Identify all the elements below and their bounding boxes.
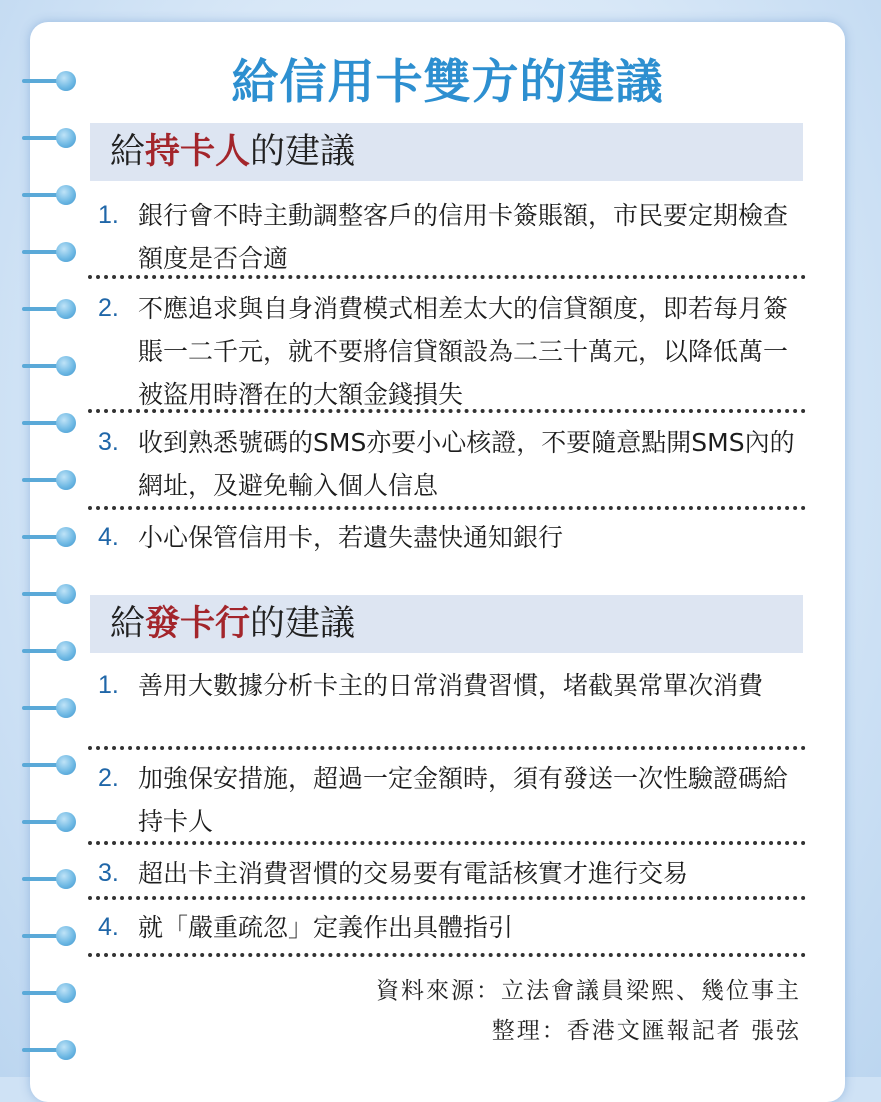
item-number: 3.: [98, 859, 119, 887]
dotted-divider: [88, 409, 806, 413]
dotted-divider: [88, 953, 806, 957]
dotted-divider: [88, 275, 806, 279]
item-text: 小心保管信用卡，若遺失盡快通知銀行: [138, 523, 564, 552]
heading-highlight: 持卡人: [145, 132, 251, 172]
binding-ring: [22, 811, 78, 833]
binding-ring: [22, 754, 78, 776]
binding-ring: [22, 868, 78, 890]
dotted-divider: [88, 746, 806, 750]
item-text: 不應追求與自身消費模式相差太大的信貸額度，即若每月簽賬一二千元，就不要將信貸額設為二三十萬元，以降低萬一被盜用時潛在的大額金錢損失: [138, 294, 789, 409]
binding-ring: [22, 925, 78, 947]
heading-highlight: 發卡行: [145, 604, 251, 644]
item-text: 善用大數據分析卡主的日常消費習慣，堵截異常單次消費: [138, 671, 764, 700]
binding-ring: [22, 697, 78, 719]
heading-suffix: 的建議: [250, 604, 356, 644]
source-credit: 資料來源：立法會議員梁熙、幾位事主: [376, 978, 801, 1004]
section-heading: [110, 601, 355, 647]
item-number: 2.: [98, 764, 119, 792]
item-text: 加強保安措施，超過一定金額時，須有發送一次性驗證碼給持卡人: [138, 764, 789, 836]
binding-ring: [22, 526, 78, 548]
dotted-divider: [88, 896, 806, 900]
binding-ring: [22, 184, 78, 206]
binding-ring: [22, 70, 78, 92]
section-heading: [110, 129, 355, 175]
item-number: 3.: [98, 428, 119, 456]
heading-prefix: 給: [110, 132, 146, 172]
binding-ring: [22, 583, 78, 605]
heading-prefix: 給: [110, 604, 146, 644]
item-text: 收到熟悉號碼的SMS亦要小心核證，不要隨意點開SMS內的網址，及避免輸入個人信息: [138, 428, 795, 500]
item-text: 超出卡主消費習慣的交易要有電話核實才進行交易: [138, 859, 689, 888]
reporter-credit: 整理：香港文匯報記者 張弦: [491, 1018, 801, 1044]
item-text: 銀行會不時主動調整客戶的信用卡簽賬額，市民要定期檢查額度是否合適: [138, 201, 789, 273]
binding-ring: [22, 640, 78, 662]
heading-suffix: 的建議: [250, 132, 356, 172]
binding-ring: [22, 298, 78, 320]
item-number: 1.: [98, 671, 119, 699]
item-number: 1.: [98, 201, 119, 229]
binding-ring: [22, 127, 78, 149]
item-number: 4.: [98, 913, 119, 941]
dotted-divider: [88, 841, 806, 845]
spiral-binding: [0, 0, 80, 1077]
item-number: 4.: [98, 523, 119, 551]
section-header-issuer: [90, 595, 803, 653]
binding-ring: [22, 982, 78, 1004]
main-title: 給信用卡雙方的建議: [231, 55, 664, 110]
dotted-divider: [88, 506, 806, 510]
binding-ring: [22, 469, 78, 491]
item-text: 就「嚴重疏忽」定義作出具體指引: [138, 913, 514, 942]
item-number: 2.: [98, 294, 119, 322]
section-header-cardholder: [90, 123, 803, 181]
binding-ring: [22, 241, 78, 263]
binding-ring: [22, 355, 78, 377]
binding-ring: [22, 1039, 78, 1061]
binding-ring: [22, 412, 78, 434]
